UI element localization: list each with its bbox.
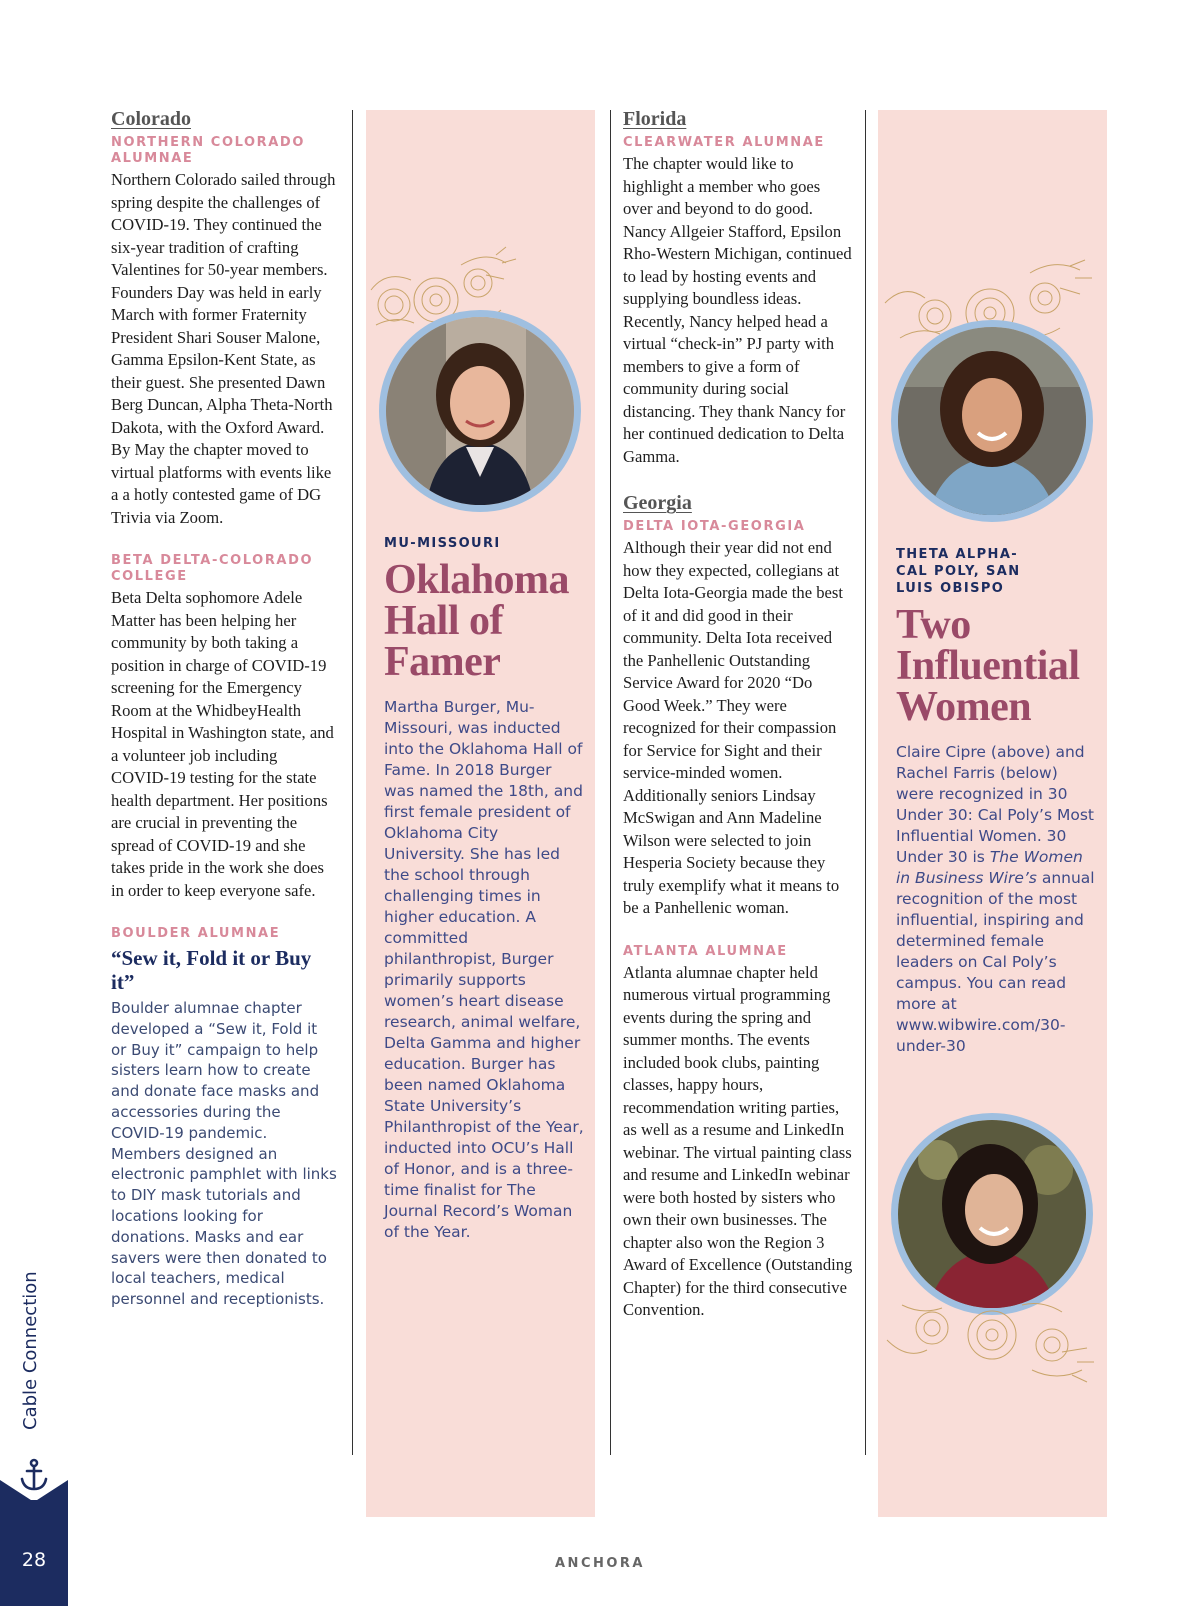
clearwater-text: The chapter would like to highlight a member who goes over and beyond to do good. Nancy Allgeier Stafford, Epsilon Rho-Western Michigan, continued to lead by hosting events and supplying boundless ideas. Recently, Nancy helped head a virtual “check-in” PJ party with members to give a form of community during social distancing. They thank Nancy for her continued dedication to Delta Gamma. [623,154,852,466]
chapter-heading-northern-colorado: NORTHERN COLORADO ALUMNAE [111,135,305,166]
section-label-vertical: Cable Connection [20,1271,41,1430]
column-divider [352,110,353,1455]
rachel-farris-photo [891,1113,1093,1315]
influential-text-part: annual recognition of the most influential, inspiring and determined female leaders on Cal Poly’s campus. You can read more at www.wibwire.com/30-under-30 [896,869,1095,1055]
influential-women-text [896,742,1096,1057]
sidebar-oklahoma-hall-of-famer [366,110,595,1517]
publication-name: The Women in Business Wire’s [896,848,1083,887]
sidebar-title-oklahoma: Oklahoma Hall of Famer [384,557,570,685]
boulder-text: Boulder alumnae chapter developed a “Sew it, Fold it or Buy it” campaign to help sisters learn how to create and donate face masks and accessories during the COVID-19 pandemic. Members designed an electronic pamphlet with links to DIY mask tutorials and locations looking for donations. Masks and ear savers were then donated to local teachers, medical personnel and receptionists. [111,999,337,1309]
state-heading-florida: Florida [623,108,687,130]
sidebar-influential-content [896,546,1096,1057]
beta-delta-text: Beta Delta sophomore Adele Matter has been helping her community by both taking a position in charge of COVID-19 screening for the Emergency Room at the WhidbeyHealth Hospital in Washington state, and a volunteer job including COVID-19 testing for the state health department. Her positions are crucial in preventing the spread of COVID-19 and she takes pride in the work she does in order to keep everyone safe. [111,588,334,900]
sidebar-oklahoma-content [384,535,584,1243]
chapter-heading-boulder: BOULDER ALUMNAE [111,926,281,941]
state-heading-georgia: Georgia [623,492,692,514]
publication-footer: ANCHORA [555,1556,645,1571]
sidebar-title-influential: Two Influential Women [896,602,1080,730]
influential-text-part: Claire Cipre (above) and Rachel Farris (below) were recognized in 30 Under 30: Cal Poly’s Most Influential Women. 30 Under 30 is [896,743,1094,866]
chapter-heading-delta-iota: DELTA IOTA-GEORGIA [623,519,806,534]
sidebar-two-influential-women [878,110,1107,1517]
chapter-heading-beta-delta: BETA DELTA-COLORADO COLLEGE [111,553,314,584]
chapter-heading-atlanta: ATLANTA ALUMNAE [623,943,788,959]
chapter-heading-clearwater: CLEARWATER ALUMNAE [623,135,825,150]
claire-cipre-photo [891,320,1093,522]
column-divider [610,110,611,1455]
sidebar-kicker-theta-alpha: THETA ALPHA-CAL POLY, SAN LUIS OBISPO [896,547,1021,596]
martha-burger-photo [379,310,581,512]
floral-decoration-icon [882,1290,1102,1385]
page-number: 28 [21,1549,47,1571]
delta-iota-text: Although their year did not end how they expected, collegians at Delta Iota-Georgia made the best of it and did good in their community. Delta Iota received the Panhellenic Outstanding Service Award for 2020 “Do Good Week.” They were recognized for their compassion for Service for Sight and their service-minded women. Additionally seniors Lindsay McSwigan and Ann Madeline Wilson were selected to join Hesperia Society because they truly exemplify what it means to be a Panhellenic woman. [623,538,843,917]
colorado-column [111,108,337,1310]
martha-burger-text: Martha Burger, Mu-Missouri, was inducted into the Oklahoma Hall of Fame. In 2018 Burger was named the 18th, and first female president of Oklahoma City University. She has led the school through challenging times in higher education. A committed philanthropist, Burger primarily supports women’s heart disease research, animal welfare, Delta Gamma and higher education. Burger has been named Oklahoma State University’s Philanthropist of the Year, inducted into OCU’s Hall of Honor, and is a three-time finalist for The Journal Record’s Woman of the Year. [384,698,584,1241]
northern-colorado-text: Northern Colorado sailed through spring despite the challenges of COVID-19. They continued the six-year tradition of crafting Valentines for 50-year members. Founders Day was held in early March with former Fraternity President Shari Souser Malone, Gamma Epsilon-Kent State, as their guest. She presented Dawn Berg Duncan, Alpha Theta-North Dakota, with the Oxford Award. By May the chapter moved to virtual platforms with events like a a hotly contested game of DG Trivia via Zoom. [111,170,336,527]
boulder-subhead: “Sew it, Fold it or Buy it” [111,946,312,994]
sidebar-kicker-mu-missouri: MU-MISSOURI [384,536,501,551]
atlanta-text: Atlanta alumnae chapter held numerous virtual programming events during the spring and summer months. The events included book clubs, painting classes, happy hours, recommendation writing parties, as well as a resume and LinkedIn webinar. The virtual painting class and resume and LinkedIn webinar were both hosted by sisters who own their own businesses. The chapter also won the Region 3 Award of Excellence (Outstanding Chapter) for the third consecutive Convention. [623,962,853,1319]
florida-georgia-column [623,108,853,1322]
column-divider [865,110,866,1455]
state-heading-colorado: Colorado [111,108,191,130]
